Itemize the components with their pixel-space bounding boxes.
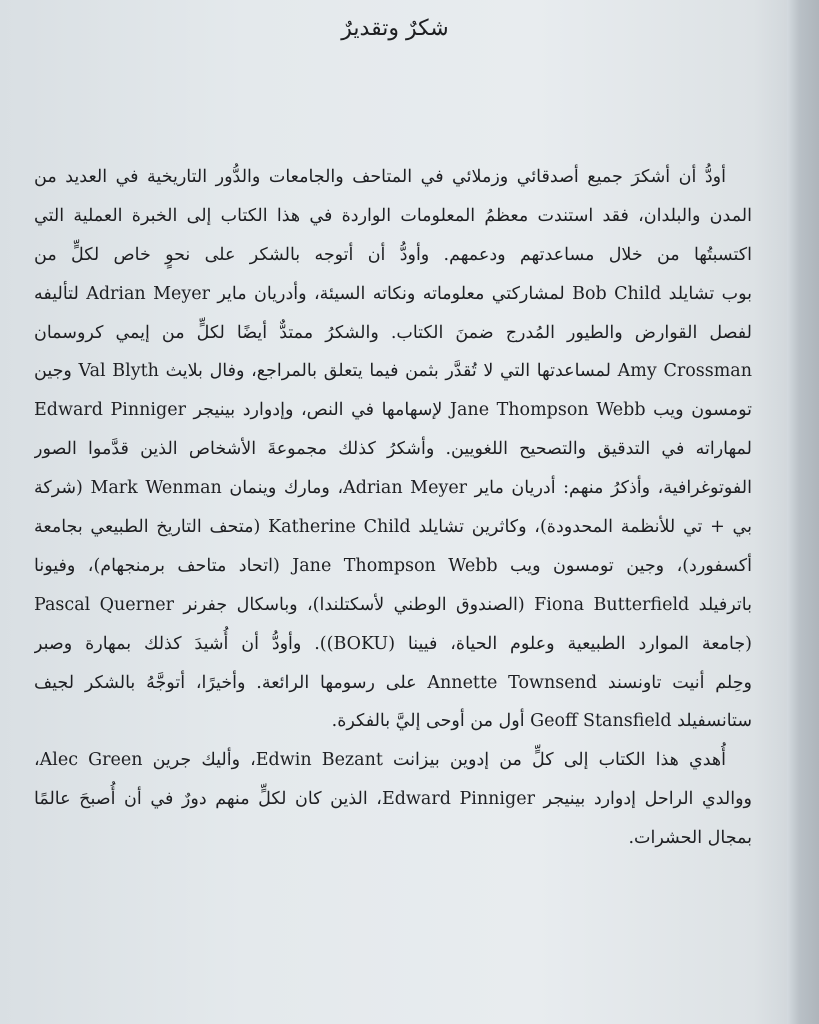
text-line: باترفيلد Fiona Butterfield (الصندوق الوطني لأسكتلندا)، وباسكال جفرنر Pascal Querner <box>34 594 752 615</box>
page-title: شكرٌ وتقديرٌ <box>341 16 449 41</box>
text-line: لمهاراته في التدقيق والتصحيح اللغويين. وأشكرُ كذلك مجموعةَ الأشخاص الذين قدَّموا الصور <box>34 439 752 460</box>
book-binding-edge <box>787 0 819 1024</box>
text-line: المدن والبلدان، فقد استندت معظمُ المعلومات الواردة في هذا الكتاب إلى الخبرة العملية التي <box>34 205 752 226</box>
text-line: لفصل القوارض والطيور المُدرج ضمنَ الكتاب. والشكرُ ممتدٌّ أيضًا لكلٍّ من إيمي كروسمان <box>34 322 752 343</box>
text-line: Amy Crossman لمساعدتها التي لا تُقدَّر بثمن فيما يتعلق بالمراجع، وفال بلايث Val Blyth وجين <box>34 361 752 382</box>
text-line: أُهدي هذا الكتاب إلى كلٍّ من إدوين بيزانت Edwin Bezant، وأليك جرين Alec Green، <box>34 750 726 771</box>
body-text <box>34 158 752 858</box>
text-line: ووالدي الراحل إدوارد بينيجر Edward Pinniger، الذين كان لكلٍّ منهم دورٌ في أن أُصبحَ عالمًا <box>34 789 752 810</box>
text-line: اكتسبتُها من خلال مساعدتهم ودعمهم. وأودُّ أن أتوجه بالشكر على نحوٍ خاص لكلٍّ من <box>34 244 752 265</box>
text-line: تومسون ويب Jane Thompson Webb لإسهامها في النص، وإدوارد بينيجر Edward Pinniger <box>34 400 752 421</box>
text-line: ستانسفيلد Geoff Stansfield أول من أوحى إليَّ بالفكرة. <box>331 711 752 732</box>
text-line: الفوتوغرافية، وأذكرُ منهم: أدريان ماير Adrian Meyer، ومارك وينمان Mark Wenman (شركة <box>34 478 752 499</box>
text-line: بي + تي للأنظمة المحدودة)، وكاثرين تشايلد Katherine Child (متحف التاريخ الطبيعي بجامعة <box>34 517 752 538</box>
text-line: أكسفورد)، وجين تومسون ويب Jane Thompson Webb (اتحاد متاحف برمنجهام)، وفيونا <box>34 555 752 576</box>
text-line: بمجال الحشرات. <box>628 828 752 849</box>
text-line: أودُّ أن أشكرَ جميع أصدقائي وزملائي في المتاحف والجامعات والدُّور التاريخية في العديد من <box>34 167 726 187</box>
text-line: بوب تشايلد Bob Child لمشاركتي معلوماته ونكاته السيئة، وأدريان ماير Adrian Meyer لتأليفه <box>34 283 752 304</box>
text-line: (جامعة الموارد الطبيعية وعلوم الحياة، فيينا (BOKU)). وأودُّ أن أُشيدَ كذلك بمهارة وصبر <box>34 633 752 654</box>
text-line: وحِلم أنيت تاونسند Annette Townsend على رسومها الرائعة. وأخيرًا، أتوجَّهُ بالشكر لجيف <box>34 672 752 693</box>
